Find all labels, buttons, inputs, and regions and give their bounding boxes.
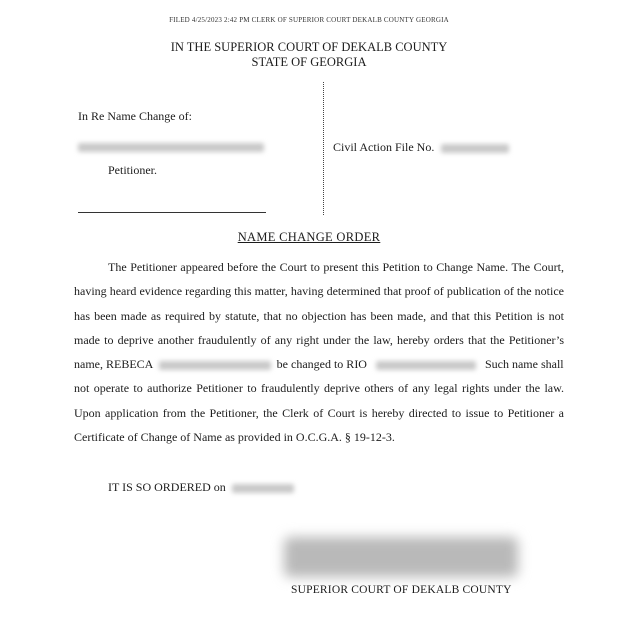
petitioner-name-redacted	[78, 139, 264, 154]
filed-stamp: FILED 4/25/2023 2:42 PM CLERK OF SUPERIOR COURT DEKALB COUNTY GEORGIA	[169, 16, 449, 24]
court-heading	[0, 40, 618, 70]
petitioner-label: Petitioner.	[108, 163, 157, 177]
order-line-3: has been made as required by statute, that no objection has been made, and that this Petition is not	[74, 308, 564, 323]
order-title: NAME CHANGE ORDER	[237, 230, 381, 244]
order-line-2: having heard evidence regarding this matter, having determined that proof of publication of the notice	[74, 284, 564, 299]
court-heading-line1: IN THE SUPERIOR COURT OF DEKALB COUNTY	[170, 40, 448, 54]
order-body	[74, 255, 564, 449]
civil-action-label: Civil Action File No.	[333, 140, 435, 154]
order-line-5-a: name, REBECA	[74, 357, 153, 372]
old-name-redacted	[159, 361, 271, 370]
order-line-1: The Petitioner appeared before the Court to present this Petition to Change Name. The Court,	[108, 260, 564, 274]
order-line-8: Certificate of Change of Name as provided in O.C.G.A. § 19-12-3.	[74, 430, 395, 445]
new-name-redacted	[376, 361, 476, 370]
caption-divider	[323, 82, 324, 215]
court-heading-line2: STATE OF GEORGIA	[251, 55, 367, 69]
signature-label: SUPERIOR COURT OF DEKALB COUNTY	[291, 584, 512, 596]
order-line-5	[74, 352, 564, 376]
civil-action-block	[333, 140, 509, 155]
order-date-redacted	[232, 484, 294, 493]
case-number-redacted	[441, 144, 509, 153]
so-ordered-line	[108, 480, 294, 495]
order-line-7: Upon application from the Petitioner, the Clerk of Court is hereby directed to issue to Petitioner a	[74, 405, 564, 420]
order-line-5-c: Such name shall	[484, 357, 564, 372]
caption-in-re	[78, 109, 264, 154]
order-line-6: not operate to authorize Petitioner to fraudulently deprive others of any legal rights under the law.	[74, 381, 564, 396]
in-re-label: In Re Name Change of:	[78, 109, 192, 123]
so-ordered-label: IT IS SO ORDERED on	[108, 480, 226, 494]
order-line-5-b: be changed to RIO	[276, 357, 367, 372]
caption-underline	[78, 212, 266, 213]
judge-signature-redacted	[284, 537, 518, 577]
order-line-4: made to deprive another fraudulently of any right under the law, hereby orders that the Petitioner’s	[74, 332, 564, 347]
